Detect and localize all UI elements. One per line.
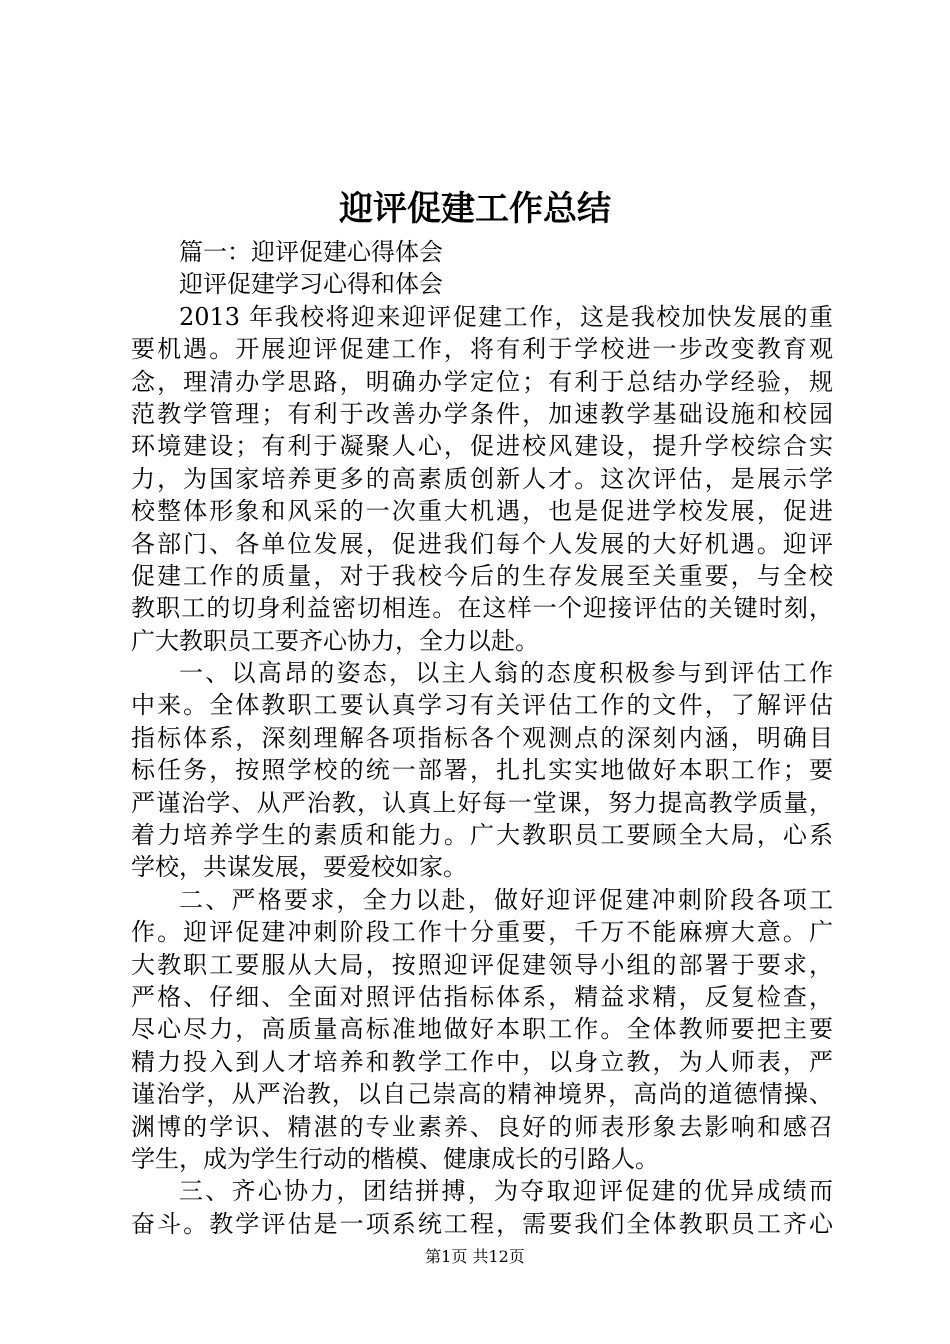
paragraph-line: 2013 年我校将迎来迎评促建工作，这是我校加快发展的重 [179,302,833,331]
paragraph-line: 念，理清办学思路，明确办学定位；有利于总结办学经验，规 [131,367,833,396]
paragraph-line: 着力培养学生的素质和能力。广大教职员工要顾全大局，心系 [131,821,833,850]
paragraph-line: 严格、仔细、全面对照评估指标体系，精益求精，反复检查， [131,982,833,1011]
document-body [131,236,833,1240]
paragraph-line: 渊博的学识、精湛的专业素养、良好的师表形象去影响和感召 [131,1112,833,1141]
paragraph-line: 中来。全体教职工要认真学习有关评估工作的文件，了解评估 [131,691,833,720]
paragraph-line: 标任务，按照学校的统一部署，扎扎实实地做好本职工作；要 [131,756,833,785]
paragraph-line: 二、严格要求，全力以赴，做好迎评促建冲刺阶段各项工 [179,885,833,914]
paragraph-line: 力，为国家培养更多的高素质创新人才。这次评估，是展示学 [131,464,833,493]
paragraph-line: 要机遇。开展迎评促建工作，将有利于学校进一步改变教育观 [131,335,833,364]
paragraph-line: 促建工作的质量，对于我校今后的生存发展至关重要，与全校 [131,561,833,590]
section-heading: 篇一：迎评促建心得体会 [179,238,443,266]
paragraph-line: 尽心尽力，高质量高标准地做好本职工作。全体教师要把主要 [131,1015,833,1044]
page-footer: 第1页 共12页 [425,1247,525,1266]
document-title: 迎评促建工作总结 [339,189,611,229]
paragraph-line: 作。迎评促建冲刺阶段工作十分重要，千万不能麻痹大意。广 [131,918,833,947]
article-heading: 迎评促建学习心得和体会 [179,270,443,299]
paragraph-line: 三、齐心协力，团结拼搏，为夺取迎评促建的优异成绩而 [179,1177,833,1206]
paragraph-line: 学校，共谋发展，要爱校如家。 [131,853,467,882]
paragraph-line: 学生，成为学生行动的楷模、健康成长的引路人。 [131,1144,659,1173]
paragraph-line: 教职工的切身利益密切相连。在这样一个迎接评估的关键时刻， [131,594,833,623]
paragraph-line: 环境建设；有利于凝聚人心，促进校风建设，提升学校综合实 [131,432,833,461]
paragraph-line: 奋斗。教学评估是一项系统工程，需要我们全体教职员工齐心 [131,1209,833,1238]
paragraph-line: 指标体系，深刻理解各项指标各个观测点的深刻内涵，明确目 [131,723,833,752]
paragraph-line: 广大教职员工要齐心协力，全力以赴。 [131,626,539,655]
paragraph-line: 谨治学，从严治教，以自己崇高的精神境界，高尚的道德情操、 [131,1080,833,1109]
paragraph-line: 校整体形象和风采的一次重大机遇，也是促进学校发展，促进 [131,497,833,526]
paragraph-line: 范教学管理；有利于改善办学条件，加速教学基础设施和校园 [131,399,833,428]
paragraph-line: 精力投入到人才培养和教学工作中，以身立教，为人师表，严 [131,1047,833,1076]
paragraph-line: 严谨治学、从严治教，认真上好每一堂课，努力提高教学质量， [131,788,833,817]
paragraph-line: 各部门、各单位发展，促进我们每个人发展的大好机遇。迎评 [131,529,833,558]
paragraph-line: 一、以高昂的姿态，以主人翁的态度积极参与到评估工作 [179,659,833,688]
paragraph-line: 大教职工要服从大局，按照迎评促建领导小组的部署于要求， [131,950,833,979]
